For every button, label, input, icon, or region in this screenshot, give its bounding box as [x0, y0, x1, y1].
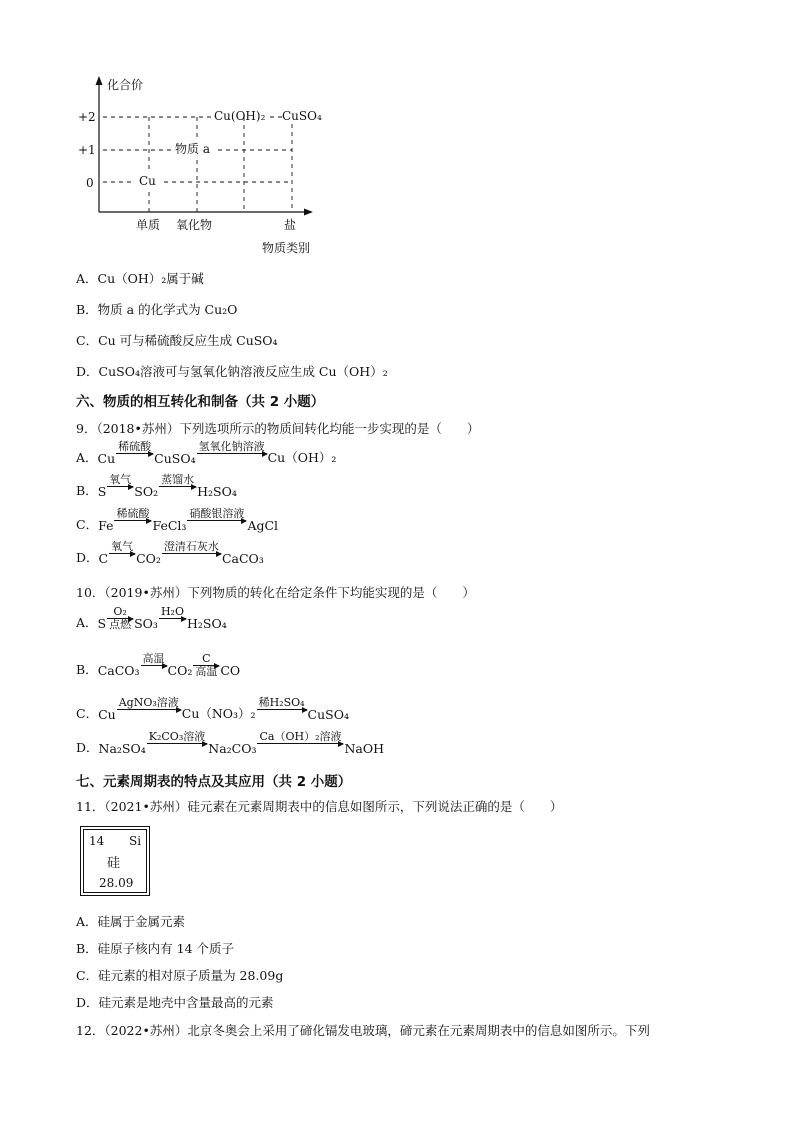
q9-option-a: A． Cu 稀硫酸 CuSO₄ 氢氧化钠溶液 Cu（OH）₂ — [76, 440, 337, 466]
reaction-arrow: 蒸馏水 — [161, 473, 195, 486]
valence-graph — [70, 72, 340, 262]
reaction-arrow: O₂ 点燃 — [109, 605, 132, 631]
option-d: D．硅元素是地壳中含量最高的元素 — [76, 995, 274, 1010]
reaction-arrow: 氧气 — [111, 540, 134, 553]
x-tick: 单质 — [136, 218, 161, 232]
y-tick: +2 — [78, 110, 96, 124]
y-tick: 0 — [86, 176, 94, 190]
q9-option-d: D． C 氧气 CO₂ 澄清石灰水 CaCO₃ — [76, 540, 264, 566]
x-tick: 氧化物 — [176, 218, 213, 232]
point-cu: Cu — [139, 174, 156, 188]
section-heading: 六、物质的相互转化和制备（共 2 小题） — [76, 394, 325, 410]
x-axis-title: 物质类别 — [262, 241, 311, 255]
reaction-arrow: Ca（OH）₂溶液 — [259, 730, 342, 743]
q10-option-b: B． CaCO₃ 高温 CO₂ C 高温 CO — [76, 652, 241, 678]
point-substance-a: 物质 a — [175, 142, 210, 156]
question-stem: 9．（2018•苏州）下列选项所示的物质间转化均能一步实现的是（ ） — [76, 421, 480, 436]
reaction-arrow: K₂CO₃溶液 — [148, 730, 206, 743]
element-symbol: Si — [129, 834, 142, 848]
option-a: A．Cu（OH）₂属于碱 — [76, 271, 204, 286]
reaction-arrow: 高温 — [142, 652, 165, 665]
option-b: B．硅原子核内有 14 个质子 — [76, 941, 235, 956]
reaction-arrow: 稀H₂SO₄ — [258, 696, 305, 709]
atomic-number: 14 — [89, 834, 105, 848]
q10-option-c: C． Cu AgNO₃溶液 Cu（NO₃）₂ 稀H₂SO₄ CuSO₄ — [76, 696, 349, 722]
q10-option-a: A． S O₂ 点燃 SO₃ H₂O H₂SO₄ — [76, 605, 227, 631]
option-d: D．CuSO₄溶液可与氢氧化钠溶液反应生成 Cu（OH）₂ — [76, 364, 388, 379]
reaction-arrow: 澄清石灰水 — [163, 540, 219, 553]
reaction-arrow: 硝酸银溶液 — [189, 507, 245, 520]
element-name: 硅 — [107, 856, 121, 871]
reaction-arrow: H₂O — [160, 605, 184, 618]
atomic-mass: 28.09 — [99, 876, 134, 890]
x-tick: 盐 — [284, 218, 297, 232]
q9-option-c: C． Fe 稀硫酸 FeCl₃ 硝酸银溶液 AgCl — [76, 507, 279, 533]
q10-option-d: D． Na₂SO₄ K₂CO₃溶液 Na₂CO₃ Ca（OH）₂溶液 NaOH — [76, 730, 385, 756]
section-heading: 七、元素周期表的特点及其应用（共 2 小题） — [76, 774, 352, 790]
option-b: B．物质 a 的化学式为 Cu₂O — [76, 302, 238, 317]
y-tick: +1 — [78, 143, 96, 157]
reaction-arrow: 稀硫酸 — [116, 507, 150, 520]
option-c: C．硅元素的相对原子质量为 28.09g — [76, 968, 284, 983]
point-cu-oh2: Cu(OH)₂ — [214, 109, 266, 123]
reaction-arrow: 氧气 — [109, 473, 132, 486]
reaction-arrow: 稀硫酸 — [118, 440, 152, 453]
option-a: A．硅属于金属元素 — [76, 914, 186, 929]
y-axis-title: 化合价 — [107, 78, 144, 92]
reaction-arrow: AgNO₃溶液 — [118, 696, 179, 709]
q9-option-b: B． S 氧气 SO₂ 蒸馏水 H₂SO₄ — [76, 473, 237, 499]
question-stem: 10．（2019•苏州）下列物质的转化在给定条件下均能实现的是（ ） — [76, 585, 475, 600]
reaction-arrow: 氢氧化钠溶液 — [198, 440, 265, 453]
reaction-arrow: C 高温 — [195, 652, 218, 678]
question-stem: 11．（2021•苏州）硅元素在元素周期表中的信息如图所示，下列说法正确的是（ ） — [76, 799, 563, 814]
question-stem: 12．（2022•苏州）北京冬奥会上采用了碲化镉发电玻璃，碲元素在元素周期表中的信息如图所示。下列 — [76, 1023, 650, 1038]
option-c: C．Cu 可与稀硫酸反应生成 CuSO₄ — [76, 333, 278, 348]
point-cuso4: CuSO₄ — [282, 109, 322, 123]
